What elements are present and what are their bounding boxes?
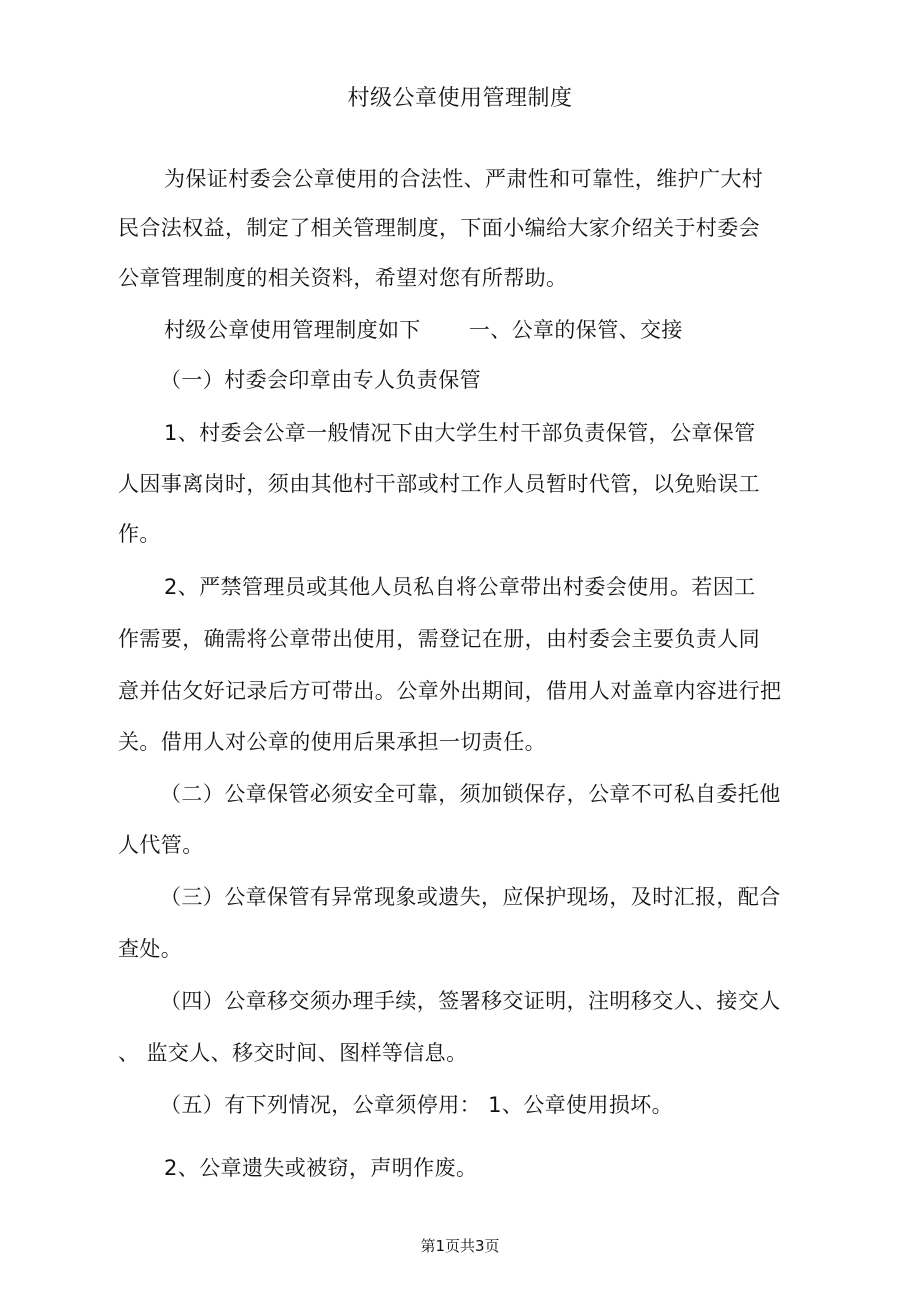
paragraph-line: 2、公章遗失或被窃，声明作废。 bbox=[164, 1156, 478, 1180]
paragraph-line: 作。 bbox=[118, 522, 161, 546]
paragraph-line: 为保证村委会公章使用的合法性、严肃性和可靠性，维护广大村 bbox=[164, 167, 764, 191]
paragraph-line: 民合法权益，制定了相关管理制度，下面小编给大家介绍关于村委会 bbox=[118, 216, 760, 240]
subsection-heading: （一）村委会印章由专人负责保管 bbox=[160, 368, 481, 392]
paragraph-line: 人因事离岗时，须由其他村干部或村工作人员暂时代管，以免贻误工 bbox=[118, 472, 760, 496]
paragraph-line: （二）公章保管必须安全可靠，须加锁保存，公章不可私自委托他 bbox=[160, 782, 781, 806]
paragraph-line: 人代管。 bbox=[118, 833, 204, 857]
section-heading-line bbox=[164, 315, 683, 345]
paragraph-line: 公章管理制度的相关资料，希望对您有所帮助。 bbox=[118, 266, 568, 290]
paragraph-line: （五）有下列情况，公章须停用： 1、公章使用损坏。 bbox=[160, 1093, 674, 1117]
section-intro: 村级公章使用管理制度如下 bbox=[164, 318, 421, 342]
paragraph-line: 作需要，确需将公章带出使用，需登记在册，由村委会主要负责人同 bbox=[118, 627, 760, 651]
paragraph-line: 1、村委会公章一般情况下由大学生村干部负责保管，公章保管 bbox=[164, 421, 756, 445]
section-heading: 一、公章的保管、交接 bbox=[468, 318, 683, 342]
paragraph-line: 意并估攵好记录后方可带出。公章外出期间，借用人对盖章内容进行把 bbox=[118, 679, 782, 703]
paragraph-line: 查处。 bbox=[118, 937, 183, 961]
page-footer: 第1页共3页 bbox=[420, 1237, 500, 1255]
paragraph-line: （四）公章移交须办理手续，签署移交证明，注明移交人、接交人 bbox=[160, 989, 781, 1013]
paragraph-line: 2、严禁管理员或其他人员私自将公章带出村委会使用。若因工 bbox=[164, 575, 756, 599]
paragraph-line: 、 监交人、移交时间、图样等信息。 bbox=[118, 1041, 468, 1065]
paragraph-line: （三）公章保管有异常现象或遗失，应保护现场，及时汇报，配合 bbox=[160, 885, 781, 909]
document-title: 村级公章使用管理制度 bbox=[347, 86, 573, 111]
paragraph-line: 关。借用人对公章的使用后果承担一切责任。 bbox=[118, 730, 546, 754]
